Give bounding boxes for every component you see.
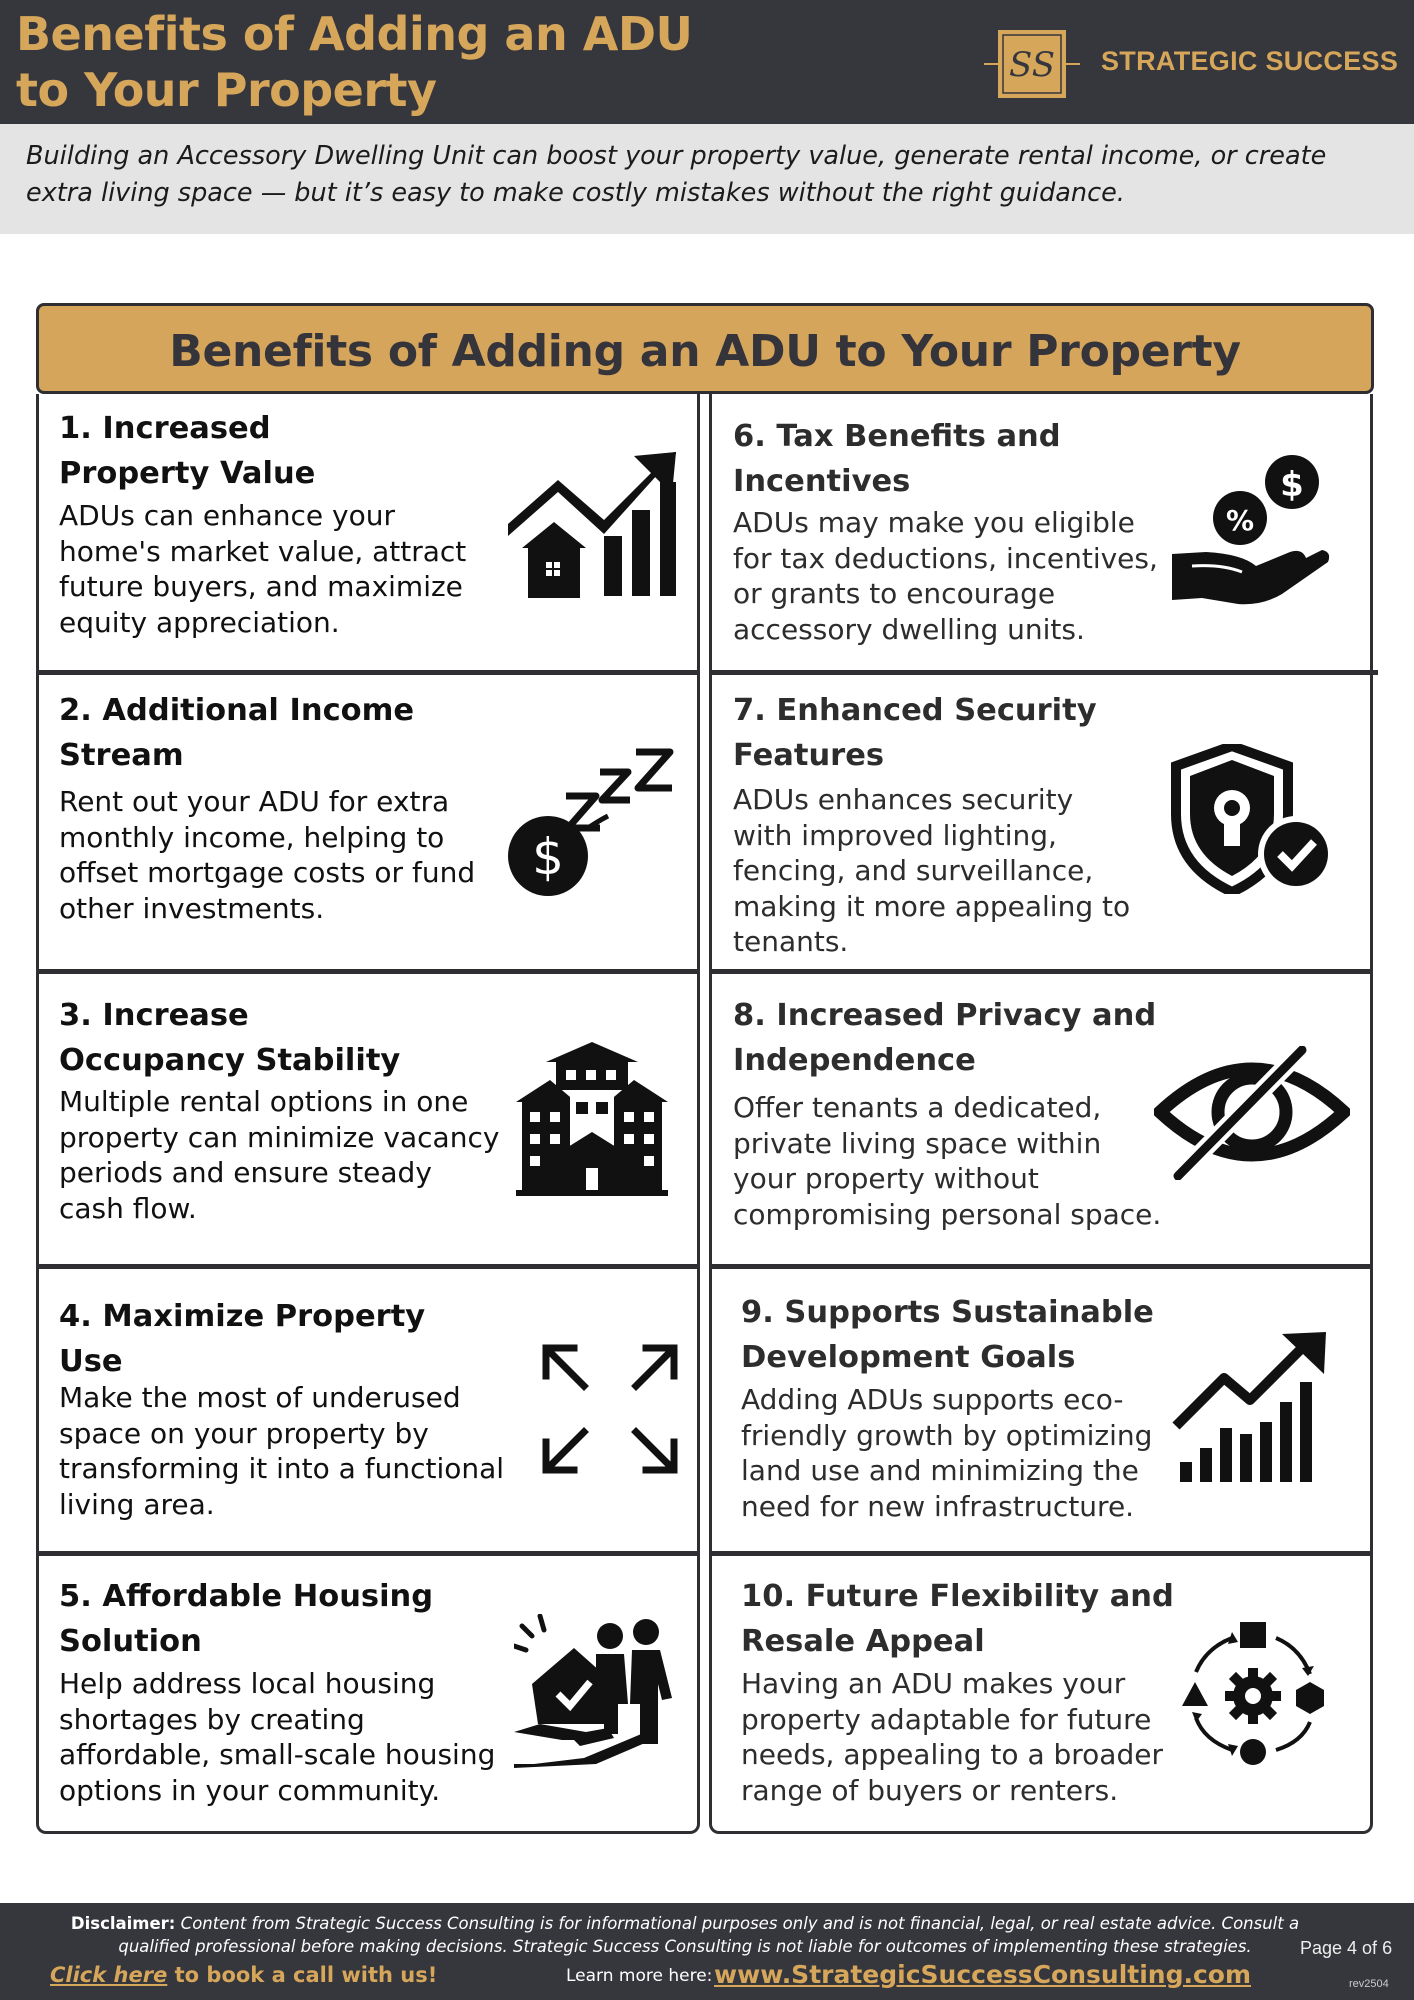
benefit-description: Make the most of underused space on your property by transforming it into a functional living area. [59,1381,505,1521]
svg-text:%: % [1225,504,1255,537]
benefit-title: 4. Maximize Property Use [59,1299,426,1379]
benefit-title: 1. Increased Property Value [59,411,316,491]
disclaimer-text-2: qualified professional before making decisions. Strategic Success Consulting is not liable for outcomes of implementing these strategies. [118,1937,1252,1956]
page-number: Page 4 of 6 [1300,1938,1393,1958]
section-title: Benefits of Adding an ADU to Your Property [169,326,1241,377]
footer-bar [0,1903,1414,2000]
divider [709,1264,1373,1269]
learn-more-label: Learn more here: [566,1966,713,1986]
logo-monogram: SS [1009,45,1055,85]
divider [36,670,700,675]
strategic-success-logo [984,24,1080,104]
header-bar [0,0,1414,124]
page-title [16,6,896,118]
benefit-description: Multiple rental options in one property can minimize vacancy periods and ensure steady cash flow. [59,1085,500,1225]
benefit-description: ADUs can enhance your home's market value, attract future buyers, and maximize equity appreciation. [59,499,467,639]
benefit-title: 7. Enhanced Security Features [733,693,1097,773]
apartment-buildings-icon [516,1040,668,1198]
divider [709,670,1378,675]
benefit-description: Offer tenants a dedicated, private living space within your property without compromising personal space. [733,1091,1162,1231]
intro-text: Building an Accessory Dwelling Unit can boost your property value, generate rental income, or create extra living space — but it’s easy to make costly mistakes without the right guidance. [26,141,1327,208]
dollar-sleep-icon [504,748,676,900]
divider [36,1264,700,1269]
book-call-link[interactable]: Click here [50,1963,168,1987]
expand-arrows-icon [542,1344,678,1474]
benefit-title: 9. Supports Sustainable Development Goals [741,1295,1154,1375]
benefit-description: Having an ADU makes your property adaptable for future needs, appealing to a broader range of buyers or renters. [741,1667,1163,1807]
benefit-description: ADUs enhances security with improved lighting, fencing, and surveillance, making it more appealing to tenants. [733,783,1131,958]
page-title-line-1: Benefits of Adding an ADU [16,7,693,61]
svg-text:$: $ [1280,465,1304,505]
gear-cycle-shapes-icon [1180,1620,1326,1768]
disclaimer-label: Disclaimer: [70,1914,176,1933]
booking-cta [50,1963,437,1987]
svg-text:$: $ [532,828,564,886]
benefit-title: 8. Increased Privacy and Independence [733,998,1157,1078]
benefit-description: Rent out your ADU for extra monthly income, helping to offset mortgage costs or fund other investments. [59,785,476,925]
shield-lock-check-icon [1168,744,1336,894]
house-growth-chart-icon [508,452,680,598]
divider [36,969,700,974]
hand-house-people-icon [514,1614,676,1768]
growth-bars-arrow-icon [1172,1330,1330,1482]
eye-slash-icon [1154,1046,1350,1180]
disclaimer [40,1912,1330,1958]
benefit-description: Adding ADUs supports eco- friendly growth by optimizing land use and minimizing the need for new infrastructure. [741,1383,1153,1523]
benefit-title: 3. Increase Occupancy Stability [59,998,401,1078]
brand-name: STRATEGIC SUCCESS [1101,46,1399,76]
divider [709,1551,1373,1556]
benefit-title: 10. Future Flexibility and Resale Appeal [741,1579,1174,1659]
benefit-title: 5. Affordable Housing Solution [59,1579,434,1659]
hand-percent-dollar-icon [1172,454,1332,612]
booking-cta-text: to book a call with us! [167,1963,438,1987]
website-link[interactable]: www.StrategicSuccessConsulting.com [714,1960,1252,1989]
intro-band [0,124,1414,234]
page-title-line-2: to Your Property [16,63,437,117]
section-banner [36,303,1374,394]
benefit-title: 2. Additional Income Stream [59,693,415,773]
benefit-description: Help address local housing shortages by creating affordable, small-scale housing options in your community. [59,1667,496,1807]
disclaimer-text-1: Content from Strategic Success Consulting is for informational purposes only and is not financial, legal, or real estate advice. Consult a [180,1914,1300,1933]
revision-code: rev2504 [1349,1978,1389,1990]
divider [36,1551,700,1556]
benefit-description: ADUs may make you eligible for tax deductions, incentives, or grants to encourage accessory dwelling units. [733,506,1158,646]
benefit-title: 6. Tax Benefits and Incentives [733,419,1061,499]
divider [709,969,1373,974]
